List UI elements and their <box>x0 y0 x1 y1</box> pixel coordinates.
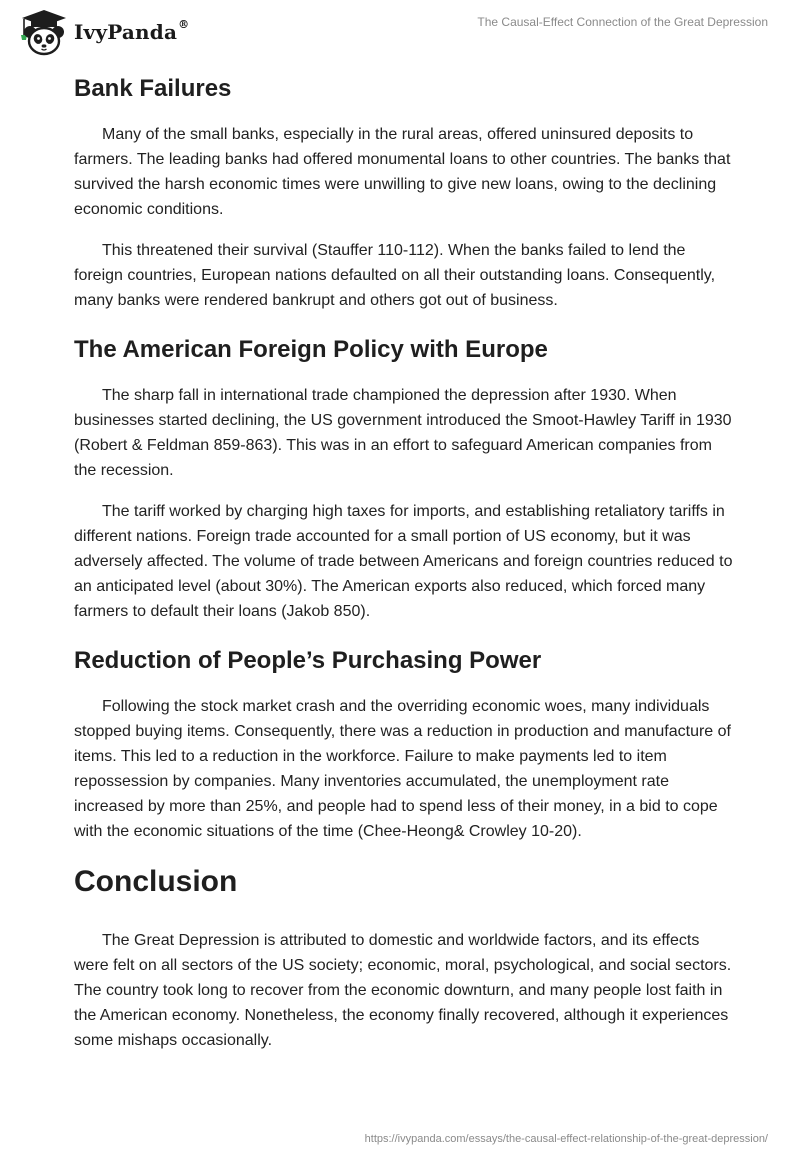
section-heading-foreign-policy: The American Foreign Policy with Europe <box>74 336 548 363</box>
registered-mark: ® <box>178 18 190 31</box>
paragraph: The Great Depression is attributed to domestic and worldwide factors, and its effects were felt on all sectors of the US society; economic, moral, psychological, and social sectors. The country took long to recover from the economic downturn, and many people lost faith in the American economy. Nonetheless, the economy finally recovered, although it experiences some mishaps occasionally. <box>74 932 732 1049</box>
ivypanda-logo[interactable] <box>14 8 70 58</box>
brand-name[interactable] <box>74 20 189 44</box>
paragraph: This threatened their survival (Stauffer 110-112). When the banks failed to lend the foreign countries, European nations defaulted on all their outstanding loans. Consequently, many banks were rendered bankrupt and others got out of business. <box>74 242 716 309</box>
paragraph: Many of the small banks, especially in the rural areas, offered uninsured deposits to farmers. The leading banks had offered monumental loans to other countries. The banks that survived the harsh economic times were unwilling to give new loans, owing to the declining economic conditions. <box>74 126 731 218</box>
section-heading-purchasing-power: Reduction of People’s Purchasing Power <box>74 647 542 674</box>
section-heading-conclusion: Conclusion <box>74 865 238 898</box>
panda-graduation-cap-icon <box>14 8 70 58</box>
document-title: The Causal-Effect Connection of the Great Depression <box>477 15 768 29</box>
paragraph: The sharp fall in international trade championed the depression after 1930. When businesses started declining, the US government introduced the Smoot-Hawley Tariff in 1930 (Robert & Feldman 859-863). This was in an effort to safeguard American companies from the recession. <box>74 387 732 479</box>
paragraph: The tariff worked by charging high taxes for imports, and establishing retaliatory tariffs in different nations. Foreign trade accounted for a small portion of US economy, but it was adversely affected. The volume of trade between Americans and foreign countries reduced to an anticipated level (about 30%). The American exports also reduced, which forced many farmers to default their loans (Jakob 850). <box>74 503 733 620</box>
page-header <box>0 0 800 70</box>
brand-label: IvyPanda <box>74 20 178 44</box>
source-url[interactable]: https://ivypanda.com/essays/the-causal-effect-relationship-of-the-great-depression/ <box>364 1133 768 1145</box>
section-heading-bank-failures: Bank Failures <box>74 75 232 102</box>
paragraph: Following the stock market crash and the overriding economic woes, many individuals stopped buying items. Consequently, there was a reduction in production and manufacture of items. This led to a reduction in the workforce. Failure to make payments led to item repossession by companies. Many inventories accumulated, the unemployment rate increased by more than 25%, and people had to spend less of their money, in a bid to cope with the economic situations of the time (Chee-Heong& Crowley 10-20). <box>74 698 731 840</box>
essay-body <box>74 70 734 1053</box>
